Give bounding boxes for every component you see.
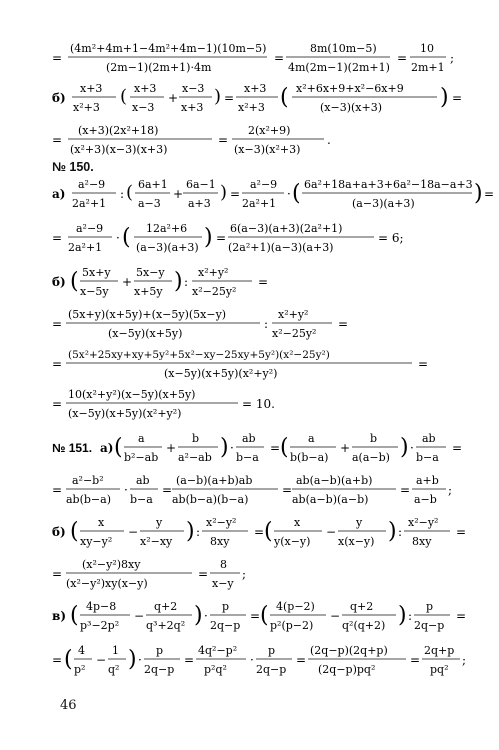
svg-text:a(a−b): a(a−b) <box>352 451 390 464</box>
svg-text:(2q−p)(2q+p): (2q−p)(2q+p) <box>310 644 388 657</box>
svg-text:2q−p: 2q−p <box>256 663 287 676</box>
svg-text:x²−25y²: x²−25y² <box>192 285 237 298</box>
svg-text:x+3: x+3 <box>244 82 267 95</box>
svg-text:x²−y²: x²−y² <box>206 516 237 529</box>
svg-text:−: − <box>128 525 139 539</box>
svg-text:−: − <box>330 609 341 623</box>
svg-text:2m+1: 2m+1 <box>411 61 445 74</box>
svg-text:=: = <box>397 51 408 65</box>
svg-text:;: ; <box>242 567 247 581</box>
formula-fraction-chain <box>52 386 472 422</box>
formula-line <box>52 262 472 305</box>
svg-text:q+2: q+2 <box>154 600 178 613</box>
svg-text:6a+1: 6a+1 <box>138 178 168 191</box>
formula-fraction-chain <box>52 346 472 382</box>
svg-text:= 10.: = 10. <box>242 397 275 411</box>
formula-line <box>52 386 472 425</box>
svg-text:b²−ab: b²−ab <box>124 451 159 464</box>
svg-text:·: · <box>410 441 414 455</box>
formula-line <box>52 78 472 121</box>
svg-text:b−a: b−a <box>416 451 439 464</box>
svg-text:xy−y²: xy−y² <box>80 535 113 548</box>
svg-text:+: + <box>173 187 184 201</box>
svg-text:(a−b)(a+b)ab: (a−b)(a+b)ab <box>176 474 253 487</box>
svg-text:+: + <box>168 91 179 105</box>
svg-text:pq²: pq² <box>430 663 449 676</box>
formula-line <box>52 174 495 217</box>
svg-text:ab(b−a): ab(b−a) <box>66 493 111 506</box>
svg-text:;: ; <box>450 51 455 65</box>
formula-fraction-chain <box>52 122 472 158</box>
svg-text:(: ( <box>120 86 128 107</box>
svg-text:p²q²: p²q² <box>204 663 227 676</box>
svg-text:x²−y²: x²−y² <box>408 516 439 529</box>
svg-text:(: ( <box>114 435 123 460</box>
svg-text:2q+p: 2q+p <box>424 644 455 657</box>
svg-text:a²−9: a²−9 <box>78 178 106 191</box>
svg-text:(: ( <box>70 519 79 544</box>
svg-text:=: = <box>250 609 261 623</box>
svg-text:(5x+y)(x+5y)+(x−5y)(5x−y): (5x+y)(x+5y)+(x−5y)(5x−y) <box>68 308 227 321</box>
svg-text:б): б) <box>52 525 66 539</box>
svg-text:): ) <box>174 269 183 294</box>
svg-text:a: a <box>308 432 315 445</box>
svg-text:): ) <box>214 86 222 107</box>
svg-text:p³−2p²: p³−2p² <box>80 619 120 632</box>
svg-text:2q−p: 2q−p <box>414 619 445 632</box>
svg-text:.: . <box>327 133 331 147</box>
formula-line <box>52 122 472 161</box>
svg-text:№ 151.: № 151. <box>52 441 93 455</box>
svg-text:): ) <box>220 182 228 203</box>
svg-text:=: = <box>184 653 195 667</box>
svg-text:в): в) <box>52 609 67 623</box>
svg-text:x−5y: x−5y <box>80 285 109 298</box>
formula-fraction-chain <box>52 596 492 636</box>
svg-text:2q−p: 2q−p <box>144 663 175 676</box>
svg-text:=: = <box>452 441 463 455</box>
svg-text:·: · <box>204 609 208 623</box>
svg-text:a−b: a−b <box>414 493 437 506</box>
svg-text:a: a <box>138 432 145 445</box>
svg-text:x: x <box>98 516 105 529</box>
svg-text:x²+3: x²+3 <box>73 101 100 114</box>
svg-text::: : <box>184 275 189 289</box>
formula-fraction-chain <box>52 556 472 592</box>
svg-text:2a²+1: 2a²+1 <box>242 197 277 210</box>
svg-text:a+3: a+3 <box>188 197 211 210</box>
svg-text:x²−xy: x²−xy <box>140 535 173 548</box>
formula-line <box>52 40 472 79</box>
svg-text:x²+y²: x²+y² <box>198 266 229 279</box>
svg-text:ab(b−a)(b−a): ab(b−a)(b−a) <box>172 493 249 506</box>
svg-text:a²−b²: a²−b² <box>72 474 104 487</box>
svg-text:(2a²+1)(a−3)(a+3): (2a²+1)(a−3)(a+3) <box>228 241 334 254</box>
formula-fraction-chain <box>52 640 492 680</box>
svg-text::: : <box>398 525 403 539</box>
svg-text:1: 1 <box>112 644 119 657</box>
svg-text:−: − <box>96 653 107 667</box>
svg-text:x+5y: x+5y <box>134 285 163 298</box>
svg-text:6(a−3)(a+3)(2a²+1): 6(a−3)(a+3)(2a²+1) <box>230 222 343 235</box>
svg-text:+: + <box>166 441 177 455</box>
svg-text:·: · <box>230 441 234 455</box>
svg-text:(: ( <box>292 181 301 206</box>
svg-text:x(x−y): x(x−y) <box>338 535 375 548</box>
svg-text:=: = <box>224 91 235 105</box>
formula-line <box>52 472 492 511</box>
svg-text:=: = <box>218 133 229 147</box>
svg-text:x−3: x−3 <box>132 101 155 114</box>
svg-text:4: 4 <box>78 644 85 657</box>
svg-text:=: = <box>296 653 307 667</box>
svg-text:b−a: b−a <box>130 493 153 506</box>
svg-text:): ) <box>220 435 229 460</box>
formula-fraction-chain <box>52 174 495 214</box>
svg-text:): ) <box>400 435 409 460</box>
svg-text:(: ( <box>122 225 131 250</box>
svg-text:b(b−a): b(b−a) <box>290 451 329 464</box>
svg-text:;: ; <box>448 483 453 497</box>
svg-text:ab(a−b)(a+b): ab(a−b)(a+b) <box>296 474 373 487</box>
svg-text:=: = <box>452 91 463 105</box>
svg-text:8xy: 8xy <box>210 535 230 548</box>
svg-text:(: ( <box>260 603 269 628</box>
svg-text:x+3: x+3 <box>181 101 204 114</box>
svg-text:4p−8: 4p−8 <box>86 600 117 613</box>
svg-text:(x−3)(x²+3): (x−3)(x²+3) <box>234 143 301 156</box>
svg-text:p: p <box>222 600 230 613</box>
svg-text:−: − <box>134 609 145 623</box>
svg-text:ab: ab <box>422 432 436 445</box>
svg-text:=: = <box>52 567 63 581</box>
svg-text:x+3: x+3 <box>134 82 157 95</box>
svg-text:б): б) <box>52 91 66 105</box>
formula-fraction-chain <box>52 78 472 118</box>
svg-text:=: = <box>52 483 63 497</box>
svg-text:=: = <box>52 357 63 371</box>
svg-text:(: ( <box>264 519 273 544</box>
svg-text:q²(q+2): q²(q+2) <box>342 619 386 632</box>
formula-line <box>52 512 492 555</box>
svg-text:5x+y: 5x+y <box>82 266 111 279</box>
svg-text:= 6;: = 6; <box>378 231 404 245</box>
svg-text:p: p <box>156 644 164 657</box>
formula-line <box>52 218 472 261</box>
svg-text:=: = <box>456 609 467 623</box>
svg-text:=: = <box>52 231 63 245</box>
svg-text:2a²+1: 2a²+1 <box>68 241 103 254</box>
svg-text:x+3: x+3 <box>80 82 103 95</box>
svg-text:=: = <box>162 483 173 497</box>
svg-text:=: = <box>484 187 495 201</box>
svg-text:·: · <box>138 653 142 667</box>
svg-text:y: y <box>356 516 363 529</box>
svg-text:(5x²+25xy+xy+5y²+5x²−xy−25xy+5: (5x²+25xy+xy+5y²+5x²−xy−25xy+5y²)(x²−25y²) <box>68 349 330 361</box>
svg-text:a²−9: a²−9 <box>76 222 104 235</box>
svg-text:=: = <box>400 483 411 497</box>
svg-text:4m(2m−1)(2m+1): 4m(2m−1)(2m+1) <box>288 61 390 74</box>
svg-text:6a²+18a+a+3+6a²−18a−a+3: 6a²+18a+a+3+6a²−18a−a+3 <box>304 178 473 191</box>
svg-text:=: = <box>338 317 349 331</box>
svg-text:a−3: a−3 <box>138 197 161 210</box>
svg-text:=: = <box>254 525 265 539</box>
formula-fraction-chain <box>52 428 492 468</box>
svg-text:a²−ab: a²−ab <box>178 451 212 464</box>
svg-text:): ) <box>186 519 195 544</box>
svg-text:): ) <box>194 603 203 628</box>
svg-text:а): а) <box>100 441 114 455</box>
page-number: 46 <box>60 698 77 713</box>
svg-text:4q²−p²: 4q²−p² <box>198 644 238 657</box>
svg-text:): ) <box>388 519 397 544</box>
svg-text:=: = <box>52 51 63 65</box>
svg-text:(x−5y)(x+5y): (x−5y)(x+5y) <box>108 327 183 340</box>
problem-150-title: № 150. <box>52 160 94 174</box>
svg-text:(4m²+4m+1−4m²+4m−1)(10m−5): (4m²+4m+1−4m²+4m−1)(10m−5) <box>70 42 267 55</box>
svg-text:2q−p: 2q−p <box>210 619 241 632</box>
formula-fraction-chain <box>52 472 492 508</box>
svg-text:x²+6x+9+x²−6x+9: x²+6x+9+x²−6x+9 <box>296 82 404 95</box>
svg-text:·: · <box>116 231 120 245</box>
svg-text:б): б) <box>52 275 66 289</box>
svg-text:−: − <box>326 525 337 539</box>
svg-text:(: ( <box>126 182 134 203</box>
svg-text::: : <box>196 525 201 539</box>
svg-text:): ) <box>440 85 449 110</box>
formula-fraction-chain <box>52 306 472 342</box>
svg-text:8: 8 <box>220 558 227 571</box>
svg-text:): ) <box>128 647 137 672</box>
svg-text::: : <box>264 317 269 331</box>
svg-text:a²−9: a²−9 <box>250 178 278 191</box>
svg-text:12a²+6: 12a²+6 <box>146 222 188 235</box>
svg-text:2(x²+9): 2(x²+9) <box>248 124 291 137</box>
svg-text:=: = <box>230 187 241 201</box>
svg-text:q³+2q²: q³+2q² <box>146 619 186 632</box>
svg-text:(x+3)(2x²+18): (x+3)(2x²+18) <box>78 124 159 137</box>
svg-text:=: = <box>274 51 285 65</box>
svg-text:(x²−y²)8xy: (x²−y²)8xy <box>82 558 141 571</box>
svg-text:p: p <box>426 600 434 613</box>
svg-text:=: = <box>258 275 269 289</box>
svg-text:=: = <box>198 567 209 581</box>
svg-text:q²: q² <box>108 663 120 676</box>
svg-text:·: · <box>250 653 254 667</box>
svg-text:(x−3)(x+3): (x−3)(x+3) <box>320 101 383 114</box>
svg-text:x−3: x−3 <box>182 82 205 95</box>
svg-text:(2q−p)pq²: (2q−p)pq² <box>318 663 376 676</box>
formula-line <box>52 428 492 471</box>
svg-text:8xy: 8xy <box>412 535 432 548</box>
formula-line <box>52 346 472 385</box>
svg-text:=: = <box>52 133 63 147</box>
svg-text:(x²+3)(x−3)(x+3): (x²+3)(x−3)(x+3) <box>70 143 168 156</box>
svg-text:y: y <box>156 516 163 529</box>
svg-text:): ) <box>398 603 407 628</box>
svg-text:(x²−y²)xy(x−y): (x²−y²)xy(x−y) <box>66 577 148 590</box>
svg-text::: : <box>120 187 125 201</box>
svg-text:b−a: b−a <box>236 451 259 464</box>
svg-text:x: x <box>294 516 301 529</box>
svg-text:=: = <box>456 525 467 539</box>
svg-text::: : <box>408 609 413 623</box>
svg-text:(x−5y)(x+5y)(x²+y²): (x−5y)(x+5y)(x²+y²) <box>68 407 182 420</box>
svg-text:5x−y: 5x−y <box>136 266 165 279</box>
svg-text:=: = <box>418 357 429 371</box>
svg-text:p²(p−2): p²(p−2) <box>270 619 314 632</box>
svg-text:=: = <box>52 317 63 331</box>
svg-text:(a−3)(a+3): (a−3)(a+3) <box>352 197 415 210</box>
svg-text:+: + <box>122 275 133 289</box>
svg-text:8m(10m−5): 8m(10m−5) <box>310 42 377 55</box>
svg-text:4(p−2): 4(p−2) <box>276 600 315 613</box>
svg-text:10: 10 <box>420 42 434 55</box>
svg-text:(: ( <box>280 435 289 460</box>
formula-fraction-chain <box>52 218 472 258</box>
svg-text:2a²+1: 2a²+1 <box>72 197 107 210</box>
svg-text:(a−3)(a+3): (a−3)(a+3) <box>136 241 199 254</box>
svg-text:(: ( <box>280 85 289 110</box>
svg-text:=: = <box>410 653 421 667</box>
svg-text:a+b: a+b <box>416 474 439 487</box>
svg-text:b: b <box>370 432 378 445</box>
svg-text:x²−25y²: x²−25y² <box>272 327 317 340</box>
svg-text:q+2: q+2 <box>350 600 374 613</box>
svg-text:(: ( <box>70 269 79 294</box>
svg-text:): ) <box>204 225 213 250</box>
svg-text:;: ; <box>462 653 467 667</box>
svg-text:·: · <box>124 483 128 497</box>
svg-text:x²+y²: x²+y² <box>278 308 309 321</box>
svg-text:=: = <box>52 653 63 667</box>
svg-text:=: = <box>282 483 293 497</box>
formula-line <box>52 306 472 345</box>
formula-fraction-chain <box>52 40 472 76</box>
svg-text:10(x²+y²)(x−5y)(x+5y): 10(x²+y²)(x−5y)(x+5y) <box>68 388 196 401</box>
svg-text:p²: p² <box>74 663 86 676</box>
formula-line <box>52 640 492 683</box>
formula-line <box>52 556 472 595</box>
svg-text:(: ( <box>70 603 79 628</box>
svg-text:=: = <box>52 397 63 411</box>
svg-text:(: ( <box>64 647 73 672</box>
formula-fraction-chain <box>52 512 492 552</box>
svg-text:=: = <box>270 441 281 455</box>
svg-text:ab: ab <box>136 474 150 487</box>
svg-text:ab(a−b)(a−b): ab(a−b)(a−b) <box>292 493 369 506</box>
svg-text:+: + <box>340 441 351 455</box>
svg-text:x−y: x−y <box>212 577 234 590</box>
svg-text:x²+3: x²+3 <box>238 101 265 114</box>
svg-text:ab: ab <box>242 432 256 445</box>
svg-text:b: b <box>192 432 200 445</box>
formula-fraction-chain <box>52 262 472 302</box>
svg-text:а): а) <box>52 187 66 201</box>
svg-text:·: · <box>287 187 291 201</box>
formula-line <box>52 596 492 639</box>
svg-text:6a−1: 6a−1 <box>186 178 216 191</box>
svg-text:=: = <box>216 231 227 245</box>
svg-text:): ) <box>474 181 483 206</box>
svg-text:(x−5y)(x+5y)(x²+y²): (x−5y)(x+5y)(x²+y²) <box>164 367 278 380</box>
svg-text:(2m−1)(2m+1)·4m: (2m−1)(2m+1)·4m <box>106 61 212 74</box>
svg-text:y(x−y): y(x−y) <box>274 535 311 548</box>
svg-text:p: p <box>268 644 276 657</box>
